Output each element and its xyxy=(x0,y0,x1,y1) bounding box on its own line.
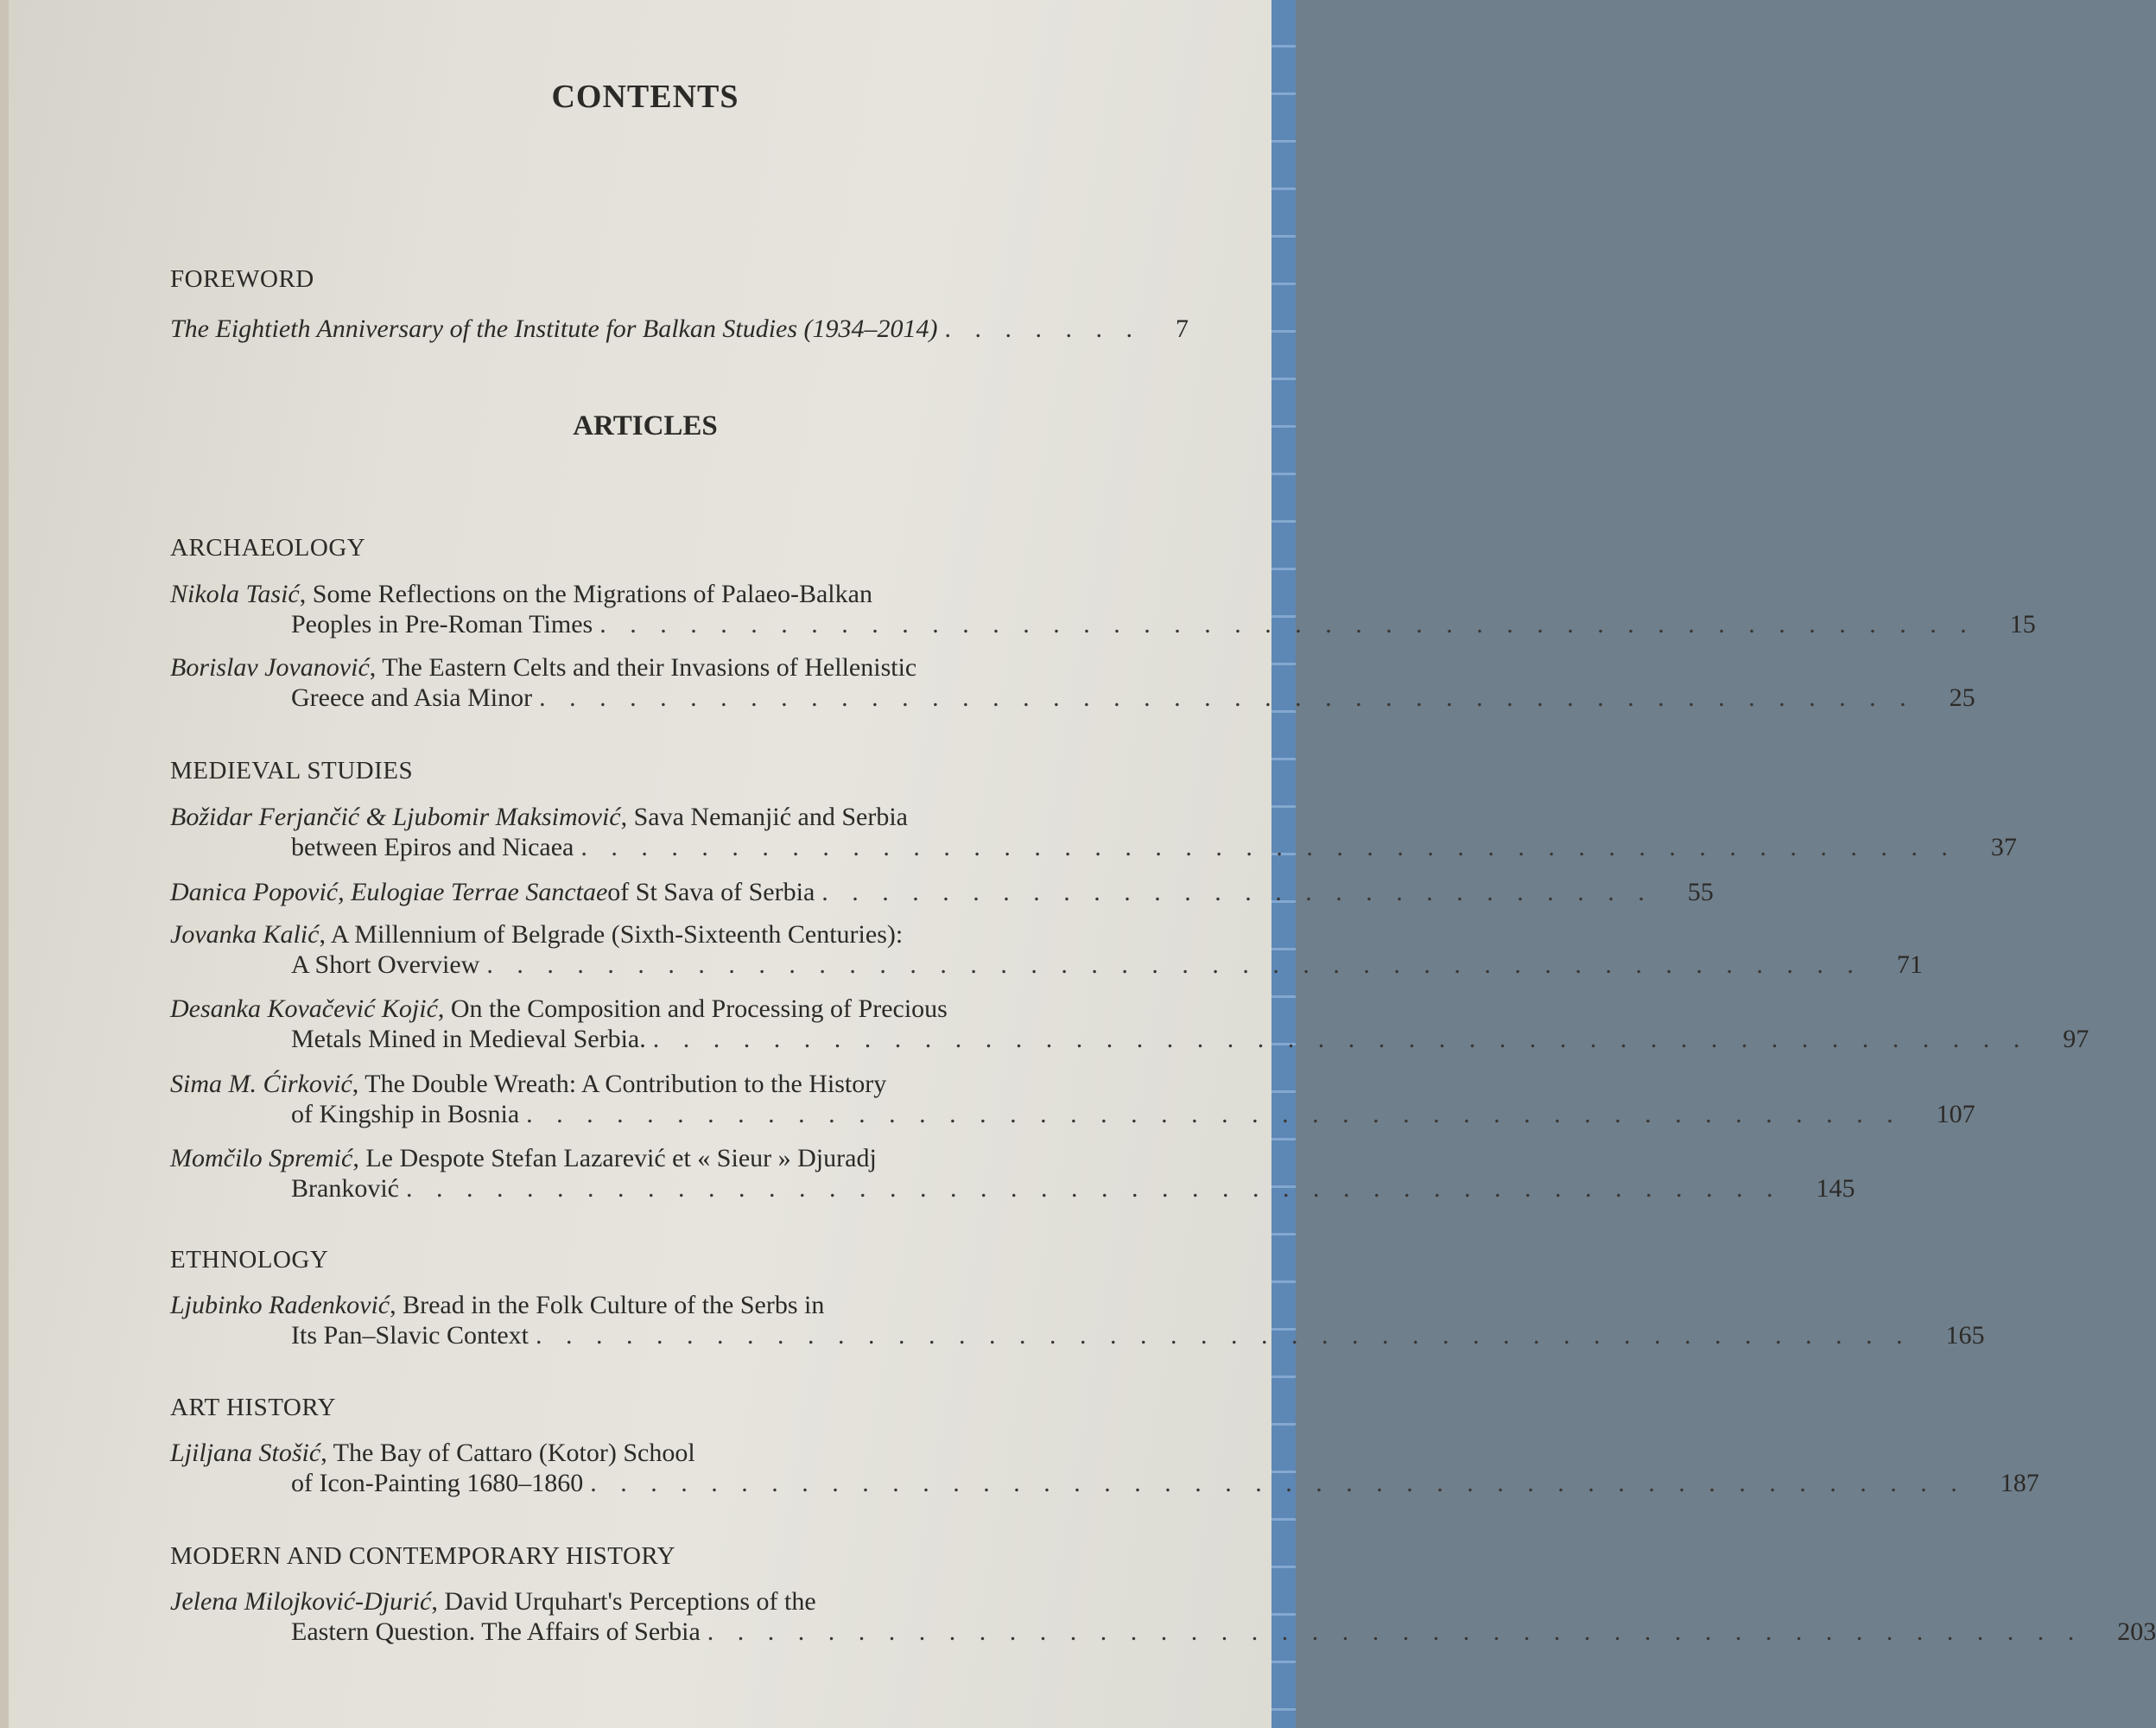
entry-title: of St Sava of Serbia xyxy=(607,878,815,906)
entry-author: Jovanka Kalić xyxy=(170,920,320,949)
entry-title: , A Millennium of Belgrade (Sixth-Sixteenth Centuries): xyxy=(319,920,904,949)
entry-title-cont: Greece and Asia Minor xyxy=(291,683,533,712)
leader-dots: . . . . . . . . . . . . . . . . . . . . . . . . . . . . . . . . . . . . . . . . . . . . . . xyxy=(405,1174,1782,1203)
toc-entry xyxy=(170,1290,1985,1350)
entry-author: Ljubinko Radenković xyxy=(170,1291,390,1319)
toc-entry xyxy=(170,652,1975,713)
toc-entry xyxy=(170,1069,1975,1129)
leader-dots: . . . . . . . . . . . . . . . . . . . . . . . . . . . . . . . . . . . . . . . . . . . . . . xyxy=(599,610,1975,638)
page-number: 55 xyxy=(1687,878,1714,906)
entry-title: , Bread in the Folk Culture of the Serbs in xyxy=(390,1291,825,1319)
entry-author: Jelena Milojković-Djurić xyxy=(170,1587,432,1616)
page-number: 203 xyxy=(2117,1617,2156,1646)
entry-title: , David Urquhart's Perceptions of the xyxy=(431,1587,816,1616)
page-number: 37 xyxy=(1990,833,2017,861)
foreword-entry xyxy=(170,314,1189,344)
entry-title-cont: Its Pan–Slavic Context xyxy=(291,1321,529,1350)
entry-author: Desanka Kovačević Kojić xyxy=(170,994,438,1023)
leader-dots: . . . . . . . . . . . . . . . . . . . . . . . . . . . . . . . . . . . . . . . . . . . . . . xyxy=(580,833,1956,861)
entry-title: , The Double Wreath: A Contribution to the History xyxy=(352,1070,887,1098)
foreword-heading: FOREWORD xyxy=(170,265,314,293)
leader-dots: . . . . . . . . . . . . . . . . . . . . . . . . . . . . . . . . . . . . . . . . . . . . . . xyxy=(486,950,1862,979)
page-title: CONTENTS xyxy=(551,79,739,115)
entry-title-cont: Metals Mined in Medieval Serbia. xyxy=(291,1025,646,1053)
entry-title-cont: Eastern Question. The Affairs of Serbia xyxy=(291,1617,701,1646)
leader-dots: . . . . . . . . . . . . . . . . . . . . . . . . . . . . . . . . . . . . . . . . . . . . . . xyxy=(707,1617,2083,1646)
page-number: 25 xyxy=(1949,683,1975,712)
section-heading-ethnology: ETHNOLOGY xyxy=(170,1246,329,1274)
entry-title: , The Bay of Cattaro (Kotor) School xyxy=(320,1439,695,1467)
entry-title-cont: Branković xyxy=(291,1174,399,1203)
toc-entry xyxy=(170,919,1923,980)
entry-title: , Some Reflections on the Migrations of Palaeo-Balkan xyxy=(299,580,872,608)
articles-heading: ARTICLES xyxy=(573,410,718,442)
entry-title-cont: between Epiros and Nicaea xyxy=(291,833,574,861)
page-number: 107 xyxy=(1936,1100,1975,1128)
leader-dots: . . . . . . . . . . . . . . . . . . . . . . . . . . . . . . . . . . . . . . . . . . . . . . xyxy=(652,1025,2029,1053)
toc-entry xyxy=(170,1143,1855,1204)
entry-author: Borislav Jovanović xyxy=(170,653,370,682)
entry-title-cont: A Short Overview xyxy=(291,950,480,979)
entry-title: , Le Despote Stefan Lazarević et « Sieur » Djuradj xyxy=(352,1144,877,1172)
leader-dots: . . . . . . . . . . . . . . . . . . . . . . . . . . . . . . . . . . . . . . . . . . . . . . xyxy=(539,683,1915,712)
toc-entry xyxy=(170,579,2036,639)
page-number: 145 xyxy=(1816,1174,1855,1203)
leader-dots: . . . . . . . . . . . . . . . . . . . . . . . . . . . . xyxy=(821,878,1653,906)
page-number: 15 xyxy=(2009,610,2036,638)
leader-dots: . . . . . . . xyxy=(944,314,1142,343)
entry-title-cont: Peoples in Pre-Roman Times xyxy=(291,610,593,638)
entry-title: , Sava Nemanjić and Serbia xyxy=(620,803,908,831)
leader-dots: . . . . . . . . . . . . . . . . . . . . . . . . . . . . . . . . . . . . . . . . . . . . . . xyxy=(590,1469,1966,1497)
entry-author: Sima M. Ćirković xyxy=(170,1070,352,1098)
leader-dots: . . . . . . . . . . . . . . . . . . . . . . . . . . . . . . . . . . . . . . . . . . . . . . xyxy=(535,1321,1912,1350)
entry-title: , On the Composition and Processing of Precious xyxy=(437,994,948,1023)
toc-entry xyxy=(170,877,1714,907)
page-number: 71 xyxy=(1896,950,1923,979)
entry-author: Božidar Ferjančić & Ljubomir Maksimović xyxy=(170,803,621,831)
entry-author: Nikola Tasić xyxy=(170,580,300,608)
page-left-edge xyxy=(0,0,9,1728)
section-heading-archaeology: ARCHAEOLOGY xyxy=(170,534,366,562)
entry-title-italic: , Eulogiae Terrae Sanctae xyxy=(338,878,608,906)
entry-author: Danica Popović xyxy=(170,878,339,906)
toc-entry xyxy=(170,994,2089,1054)
entry-title-cont: of Icon-Painting 1680–1860 xyxy=(291,1469,584,1497)
section-heading-medieval-studies: MEDIEVAL STUDIES xyxy=(170,757,414,785)
section-heading-modern-history: MODERN AND CONTEMPORARY HISTORY xyxy=(170,1542,676,1570)
entry-author: Momčilo Spremić xyxy=(170,1144,353,1172)
leader-dots: . . . . . . . . . . . . . . . . . . . . . . . . . . . . . . . . . . . . . . . . . . . . . . xyxy=(526,1100,1902,1128)
page-number: 7 xyxy=(1176,314,1189,343)
page-number: 97 xyxy=(2063,1025,2089,1053)
foreword-title: The Eightieth Anniversary of the Institute for Balkan Studies (1934–2014) xyxy=(170,314,938,343)
section-heading-art-history: ART HISTORY xyxy=(170,1394,337,1421)
entry-author: Ljiljana Stošić xyxy=(170,1439,321,1467)
entry-title: , The Eastern Celts and their Invasions of Hellenistic xyxy=(369,653,917,682)
page-number: 187 xyxy=(2000,1469,2039,1497)
page-number: 165 xyxy=(1945,1321,1985,1350)
toc-entry xyxy=(170,1438,2039,1498)
toc-entry xyxy=(170,802,2017,862)
toc-entry xyxy=(170,1586,2156,1647)
entry-title-cont: of Kingship in Bosnia xyxy=(291,1100,520,1128)
